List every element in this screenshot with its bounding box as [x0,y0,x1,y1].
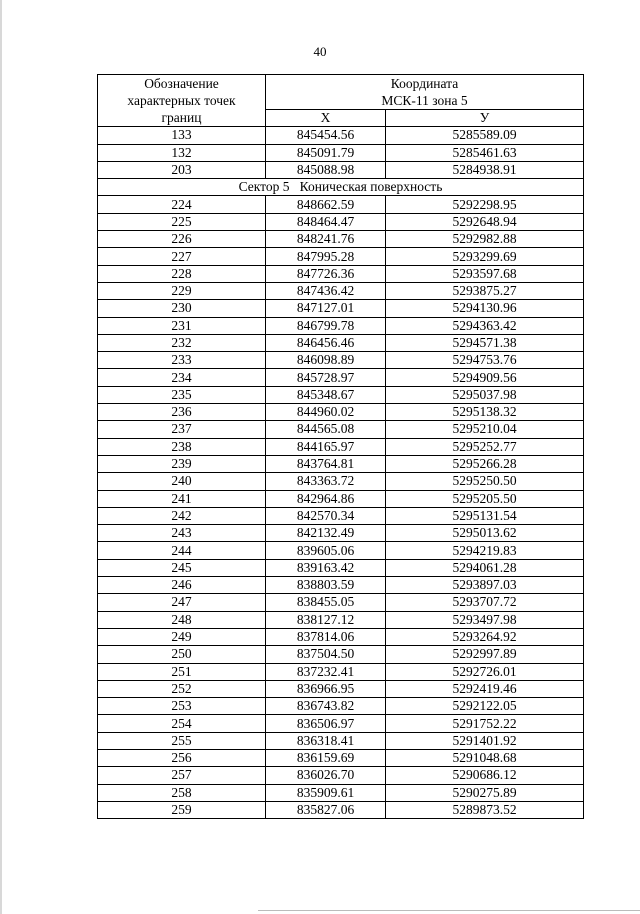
point-id-cell: 252 [98,680,266,697]
table-row [98,594,584,611]
y-coordinate-cell: 5295131.54 [386,507,584,524]
y-coordinate-cell: 5295037.98 [386,386,584,403]
table-row [98,455,584,472]
point-id-cell: 250 [98,646,266,663]
x-coordinate-cell: 836506.97 [266,715,386,732]
point-id-cell: 248 [98,611,266,628]
x-coordinate-cell: 843764.81 [266,455,386,472]
point-id-cell: 246 [98,577,266,594]
y-coordinate-cell: 5292122.05 [386,698,584,715]
x-coordinate-cell: 845454.56 [266,127,386,144]
y-coordinate-cell: 5285461.63 [386,144,584,161]
y-coordinate-cell: 5293597.68 [386,265,584,282]
table-row [98,542,584,559]
x-coordinate-cell: 842964.86 [266,490,386,507]
point-id-cell: 132 [98,144,266,161]
y-coordinate-cell: 5295210.04 [386,421,584,438]
table-row [98,715,584,732]
point-id-cell: 254 [98,715,266,732]
table-row [98,767,584,784]
x-coordinate-cell: 842132.49 [266,525,386,542]
point-id-cell: 259 [98,801,266,818]
table-row [98,334,584,351]
point-id-cell: 232 [98,334,266,351]
point-id-cell: 244 [98,542,266,559]
x-coordinate-cell: 843363.72 [266,473,386,490]
x-coordinate-cell: 839605.06 [266,542,386,559]
table-row [98,784,584,801]
x-coordinate-cell: 838127.12 [266,611,386,628]
y-coordinate-cell: 5293264.92 [386,628,584,645]
point-id-cell: 233 [98,352,266,369]
coordinate-header [266,75,584,110]
point-id-cell: 238 [98,438,266,455]
coordinate-header-line: Координата [390,76,459,91]
y-coordinate-cell: 5292997.89 [386,646,584,663]
table-row [98,507,584,524]
point-id-cell: 203 [98,161,266,178]
point-id-cell: 225 [98,213,266,230]
x-coordinate-cell: 844565.08 [266,421,386,438]
table-row [98,196,584,213]
point-id-cell: 245 [98,559,266,576]
y-coordinate-cell: 5295250.50 [386,473,584,490]
point-id-cell: 231 [98,317,266,334]
point-id-cell: 224 [98,196,266,213]
x-coordinate-cell: 847127.01 [266,300,386,317]
table-row [98,317,584,334]
y-coordinate-cell: 5291048.68 [386,749,584,766]
x-coordinate-cell: 844165.97 [266,438,386,455]
x-coordinate-cell: 836743.82 [266,698,386,715]
x-coordinate-cell: 845348.67 [266,386,386,403]
y-coordinate-cell: 5292298.95 [386,196,584,213]
point-id-cell: 236 [98,404,266,421]
point-id-cell: 253 [98,698,266,715]
x-coordinate-cell: 847726.36 [266,265,386,282]
y-coordinate-cell: 5293497.98 [386,611,584,628]
table-row [98,698,584,715]
y-coordinate-cell: 5294571.38 [386,334,584,351]
table-row [98,282,584,299]
x-coordinate-cell: 848464.47 [266,213,386,230]
point-id-cell: 235 [98,386,266,403]
y-coordinate-cell: 5294219.83 [386,542,584,559]
point-id-cell: 240 [98,473,266,490]
x-coordinate-cell: 835909.61 [266,784,386,801]
table-row [98,663,584,680]
x-coordinate-cell: 836159.69 [266,749,386,766]
table-row [98,732,584,749]
coordinate-header-line: МСК-11 зона 5 [381,93,468,108]
point-id-cell: 234 [98,369,266,386]
point-id-cell: 241 [98,490,266,507]
points-header-line: характерных точек [127,93,236,109]
point-id-cell: 247 [98,594,266,611]
y-column-header: У [386,110,584,127]
x-coordinate-cell: 837504.50 [266,646,386,663]
y-coordinate-cell: 5294130.96 [386,300,584,317]
y-coordinate-cell: 5295013.62 [386,525,584,542]
point-id-cell: 239 [98,455,266,472]
table-row [98,369,584,386]
point-id-cell: 257 [98,767,266,784]
table-row [98,749,584,766]
point-id-cell: 258 [98,784,266,801]
table-row [98,611,584,628]
x-coordinate-cell: 837814.06 [266,628,386,645]
points-header-line: границ [161,110,202,126]
table-row [98,680,584,697]
table-row [98,213,584,230]
x-coordinate-cell: 839163.42 [266,559,386,576]
y-coordinate-cell: 5294061.28 [386,559,584,576]
y-coordinate-cell: 5293875.27 [386,282,584,299]
sector-label: Сектор 5 Коническая поверхность [98,179,584,196]
y-coordinate-cell: 5292982.88 [386,231,584,248]
page-edge [0,0,2,914]
table-row [98,628,584,645]
point-id-cell: 237 [98,421,266,438]
point-id-cell: 251 [98,663,266,680]
bottom-rule [258,910,640,911]
x-column-header: Х [266,110,386,127]
y-coordinate-cell: 5291752.22 [386,715,584,732]
table-row [98,248,584,265]
points-header-line: Обозначение [144,76,219,92]
x-coordinate-cell: 848662.59 [266,196,386,213]
point-id-cell: 133 [98,127,266,144]
y-coordinate-cell: 5294363.42 [386,317,584,334]
x-coordinate-cell: 844960.02 [266,404,386,421]
x-coordinate-cell: 836026.70 [266,767,386,784]
table-row [98,386,584,403]
y-coordinate-cell: 5284938.91 [386,161,584,178]
x-coordinate-cell: 846456.46 [266,334,386,351]
x-coordinate-cell: 846799.78 [266,317,386,334]
points-column-header [98,75,266,127]
x-coordinate-cell: 847436.42 [266,282,386,299]
x-coordinate-cell: 835827.06 [266,801,386,818]
point-id-cell: 249 [98,628,266,645]
x-coordinate-cell: 845091.79 [266,144,386,161]
point-id-cell: 243 [98,525,266,542]
point-id-cell: 230 [98,300,266,317]
y-coordinate-cell: 5295138.32 [386,404,584,421]
y-coordinate-cell: 5293299.69 [386,248,584,265]
table-row [98,646,584,663]
table-row [98,421,584,438]
table-row [98,144,584,161]
y-coordinate-cell: 5290686.12 [386,767,584,784]
x-coordinate-cell: 837232.41 [266,663,386,680]
x-coordinate-cell: 838803.59 [266,577,386,594]
table-row [98,438,584,455]
page-number: 40 [313,44,327,59]
point-id-cell: 227 [98,248,266,265]
x-coordinate-cell: 848241.76 [266,231,386,248]
x-coordinate-cell: 845088.98 [266,161,386,178]
coordinates-table [97,74,584,819]
y-coordinate-cell: 5292648.94 [386,213,584,230]
table-row [98,265,584,282]
table-row [98,525,584,542]
x-coordinate-cell: 846098.89 [266,352,386,369]
y-coordinate-cell: 5289873.52 [386,801,584,818]
y-coordinate-cell: 5293897.03 [386,577,584,594]
table-row [98,577,584,594]
y-coordinate-cell: 5291401.92 [386,732,584,749]
table-row [98,473,584,490]
y-coordinate-cell: 5295266.28 [386,455,584,472]
y-coordinate-cell: 5295205.50 [386,490,584,507]
header-row [98,75,584,110]
y-coordinate-cell: 5293707.72 [386,594,584,611]
table-row [98,352,584,369]
table-row [98,231,584,248]
y-coordinate-cell: 5292419.46 [386,680,584,697]
x-coordinate-cell: 842570.34 [266,507,386,524]
point-id-cell: 226 [98,231,266,248]
point-id-cell: 228 [98,265,266,282]
point-id-cell: 229 [98,282,266,299]
y-coordinate-cell: 5292726.01 [386,663,584,680]
y-coordinate-cell: 5295252.77 [386,438,584,455]
sector-row [98,179,584,196]
table-row [98,127,584,144]
y-coordinate-cell: 5294909.56 [386,369,584,386]
y-coordinate-cell: 5294753.76 [386,352,584,369]
x-coordinate-cell: 836318.41 [266,732,386,749]
table-row [98,559,584,576]
x-coordinate-cell: 845728.97 [266,369,386,386]
point-id-cell: 256 [98,749,266,766]
point-id-cell: 242 [98,507,266,524]
table-row [98,161,584,178]
y-coordinate-cell: 5290275.89 [386,784,584,801]
y-coordinate-cell: 5285589.09 [386,127,584,144]
x-coordinate-cell: 836966.95 [266,680,386,697]
table-row [98,490,584,507]
x-coordinate-cell: 847995.28 [266,248,386,265]
x-coordinate-cell: 838455.05 [266,594,386,611]
table-row [98,404,584,421]
table-row [98,300,584,317]
point-id-cell: 255 [98,732,266,749]
table-row [98,801,584,818]
